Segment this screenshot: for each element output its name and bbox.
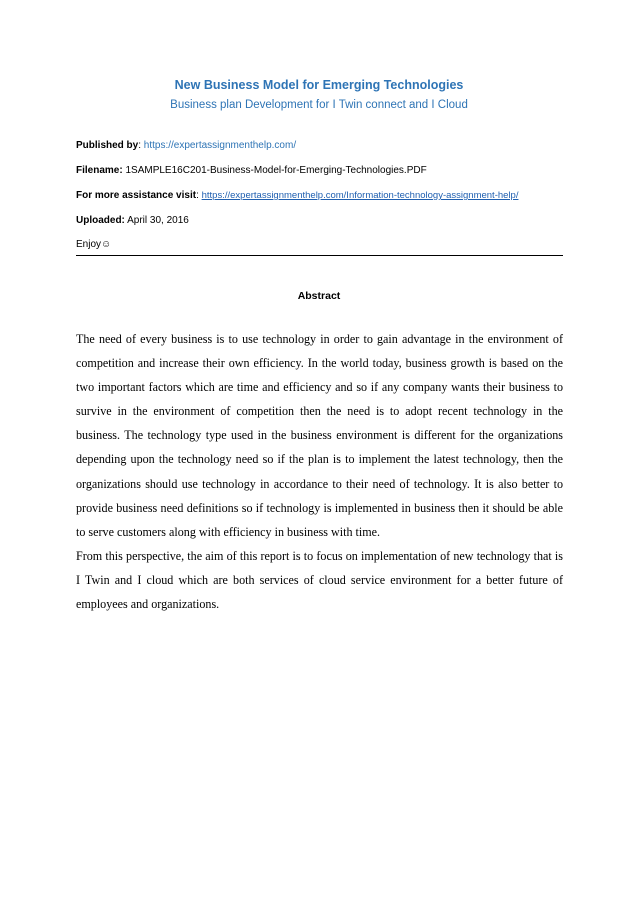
uploaded-value: April 30, 2016 (127, 215, 189, 226)
assistance-line: For more assistance visit: https://expertassignmenthelp.com/Information-technology-assignment-help/ (76, 190, 519, 201)
assistance-label: For more assistance visit (76, 190, 197, 201)
header-divider (76, 255, 563, 256)
abstract-body (76, 327, 563, 616)
published-by-link[interactable]: https://expertassignmenthelp.com/ (143, 140, 297, 151)
abstract-paragraph-1: The need of every business is to use technology in order to gain advantage in the environment of competition and increase their own efficiency. In the world today, business growth is based on the two important factors which are time and efficiency and so if any company wants their business to survive in the environment of competition then the need is to adopt recent technology in the business. The technology type used in the business environment is different for the organizations depending upon the technology need so if the plan is to implement the latest technology, then the organizations should use technology in accordance to their need of technology. It is also better to provide business need definitions so if technology is implemented in business then it should be able to serve customers along with efficiency in business with time. (76, 332, 563, 539)
published-by-line: Published by: https://expertassignmenthelp.com/ (76, 140, 297, 151)
abstract-heading: Abstract (297, 290, 341, 302)
document-title: New Business Model for Emerging Technologies (174, 78, 464, 92)
filename-label: Filename: (76, 165, 123, 176)
enjoy-line (76, 239, 111, 250)
document-subtitle: Business plan Development for I Twin connect and I Cloud (170, 99, 468, 111)
filename-value: 1SAMPLE16C201-Business-Model-for-Emerging-Technologies.PDF (125, 165, 427, 176)
enjoy-text: Enjoy (76, 239, 102, 250)
smiley-icon: ☺ (101, 239, 112, 250)
published-by-label: Published by (76, 140, 139, 151)
assistance-link[interactable]: https://expertassignmenthelp.com/Information-technology-assignment-help/ (201, 190, 519, 201)
uploaded-label: Uploaded: (76, 215, 125, 226)
filename-line (76, 165, 427, 176)
uploaded-line (76, 215, 189, 226)
abstract-paragraph-2: From this perspective, the aim of this report is to focus on implementation of new technology that is I Twin and I cloud which are both services of cloud service environment for a better future of employees and organizations. (76, 548, 563, 612)
